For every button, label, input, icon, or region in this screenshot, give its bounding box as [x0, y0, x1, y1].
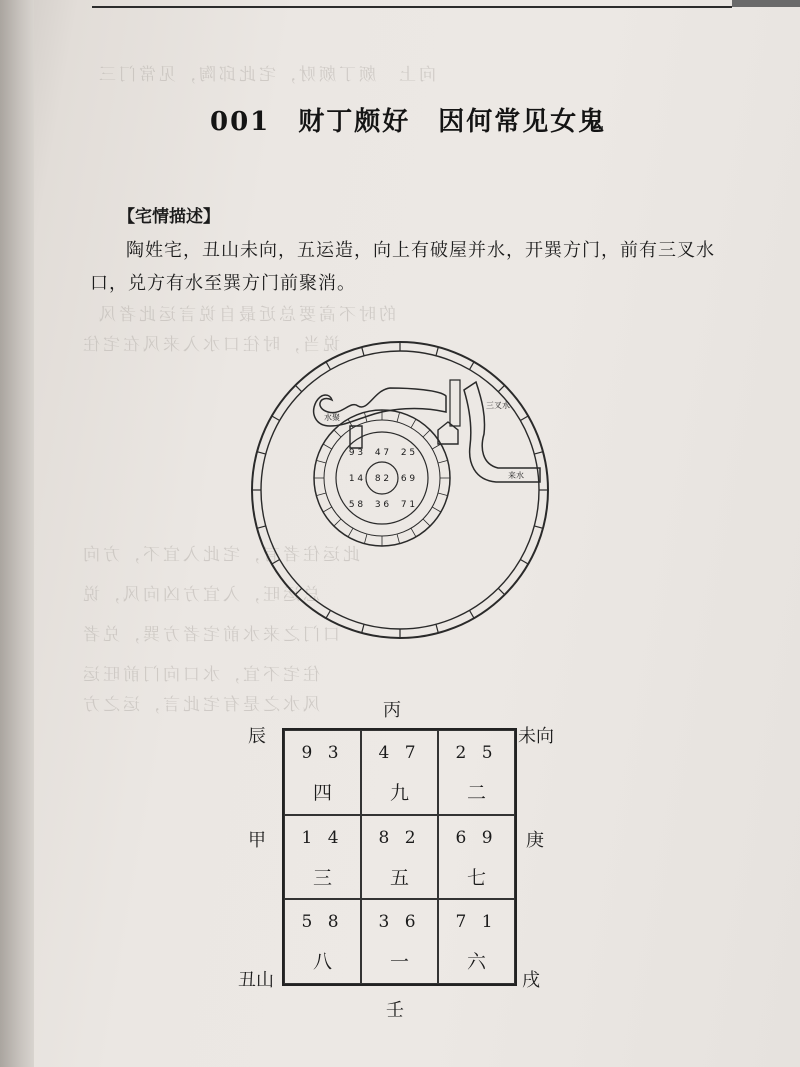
wheel-cell-numbers: 4 7 — [374, 448, 390, 458]
site-compass-diagram — [250, 330, 560, 660]
wheel-spoke — [364, 534, 367, 544]
bleed-through: 向上 颇丁颇财，宅此邱陶，见常门三 — [96, 65, 436, 85]
book-spine-shadow — [0, 0, 34, 1067]
bleed-through: 口门之来水前宅者方巽，兑者 — [80, 625, 340, 645]
bleed-through: 住宅不宜，水口向门前旺运 — [80, 665, 320, 685]
wheel-cell-numbers: 2 5 — [400, 448, 416, 458]
ring-tick — [498, 385, 504, 391]
inner-ring — [261, 351, 539, 629]
wheel-spoke — [423, 519, 430, 526]
ring-tick — [257, 452, 266, 454]
cell-star: 四 — [312, 782, 332, 804]
header-tab — [732, 0, 800, 7]
incoming-water-label: 来水 — [508, 471, 524, 480]
cell-star: 五 — [389, 867, 409, 889]
water-channel — [450, 380, 460, 426]
water-gather-label: 水聚 — [324, 413, 340, 422]
cell-numbers: 8 2 — [378, 828, 421, 848]
ring-tick — [436, 347, 438, 356]
ring-tick — [534, 452, 543, 454]
wheel-spoke — [316, 460, 326, 463]
wheel-spoke — [397, 412, 400, 422]
wheel-spoke — [334, 519, 341, 526]
chart-cell — [361, 815, 438, 899]
wheel-spoke — [316, 493, 326, 496]
ring-tick — [498, 588, 504, 594]
direction-left: 甲 — [248, 830, 266, 851]
direction-top-left: 辰 — [248, 726, 266, 747]
ring-tick — [326, 362, 331, 370]
wheel-cell-numbers: 6 9 — [400, 474, 416, 484]
wheel-spoke — [348, 528, 353, 537]
chart-cell — [361, 899, 438, 984]
chart-cell — [284, 899, 361, 984]
wheel-spoke — [323, 444, 332, 449]
ring-tick — [295, 588, 301, 594]
flying-star-chart — [282, 728, 517, 986]
ring-tick — [272, 416, 280, 421]
body-paragraph: 陶姓宅，丑山未向，五运造，向上有破屋并水，开巽方门，前有三叉水口，兑方有水至巽方门前聚消。 — [90, 240, 715, 294]
wheel-cell-numbers: 3 6 — [374, 500, 390, 510]
ring-tick — [520, 560, 528, 565]
ring-tick — [295, 385, 301, 391]
ring-tick — [257, 526, 266, 528]
ring-tick — [534, 526, 543, 528]
bleed-through: 风水之是有宅此言，运之方 — [80, 695, 320, 715]
wheel-spoke — [423, 430, 430, 437]
ring-tick — [326, 610, 331, 618]
cell-star: 九 — [389, 782, 409, 804]
direction-top-right: 未向 — [518, 726, 554, 747]
ring-tick — [436, 624, 438, 633]
header-rule — [92, 6, 732, 8]
cell-star: 二 — [466, 782, 486, 804]
cell-numbers: 7 1 — [455, 912, 498, 932]
wheel-spoke — [323, 507, 332, 512]
cell-star: 六 — [466, 951, 486, 973]
direction-bottom-left: 丑山 — [238, 970, 274, 991]
ring-tick — [362, 624, 364, 633]
gate-house — [438, 422, 458, 444]
ring-tick — [470, 362, 475, 370]
wheel-spoke — [334, 430, 341, 437]
cell-numbers: 3 6 — [378, 912, 421, 932]
direction-top: 丙 — [383, 700, 401, 721]
cell-numbers: 2 5 — [455, 743, 498, 763]
cell-numbers: 9 3 — [301, 743, 344, 763]
wheel-spoke — [438, 460, 448, 463]
wheel-cell-numbers: 8 2 — [374, 474, 390, 484]
chart-cell — [438, 815, 515, 899]
cell-star: 八 — [312, 951, 332, 973]
chart-cell — [438, 899, 515, 984]
cell-star: 一 — [389, 951, 409, 973]
cell-numbers: 1 4 — [301, 828, 344, 848]
ring-tick — [272, 560, 280, 565]
wheel-spoke — [411, 419, 416, 428]
wheel-spoke — [411, 528, 416, 537]
cell-numbers: 6 9 — [455, 828, 498, 848]
wheel-spoke — [438, 493, 448, 496]
ring-tick — [362, 347, 364, 356]
cell-numbers: 5 8 — [301, 912, 344, 932]
wheel-spoke — [432, 444, 441, 449]
cell-star: 三 — [312, 867, 332, 889]
cell-star: 七 — [466, 867, 486, 889]
wheel-spoke — [432, 507, 441, 512]
water-course-east — [464, 382, 540, 482]
chart-cell — [284, 730, 361, 815]
three-fork-water-label: 三叉水 — [486, 401, 510, 410]
chart-cell — [438, 730, 515, 815]
wheel-cell-numbers: 5 8 — [348, 500, 364, 510]
bleed-through: 说当，时往口水入来风在宅住 — [80, 335, 340, 355]
wheel-cell-numbers: 9 3 — [348, 448, 364, 458]
bleed-through: 总运旺，入宜方凶向风，说 — [80, 585, 320, 605]
bleed-through: 的时不高要总近最自说言运此者风 — [96, 305, 396, 325]
section-tag: 【宅情描述】 — [118, 207, 220, 227]
ring-tick — [520, 416, 528, 421]
direction-right: 庚 — [526, 830, 544, 851]
wheel-cell-numbers: 1 4 — [348, 474, 364, 484]
direction-bottom: 壬 — [386, 1000, 404, 1021]
bleed-through: 此运住者有，宅此入宜不，方向 — [80, 545, 360, 565]
ring-tick — [470, 610, 475, 618]
chart-cell — [284, 815, 361, 899]
page-title: 001 财丁颇好 因何常见女鬼 — [210, 107, 607, 137]
wheel-cell-numbers: 7 1 — [400, 500, 416, 510]
cell-numbers: 4 7 — [378, 743, 421, 763]
wheel-spoke — [397, 534, 400, 544]
direction-bottom-right: 戌 — [522, 970, 540, 991]
chart-cell — [361, 730, 438, 815]
